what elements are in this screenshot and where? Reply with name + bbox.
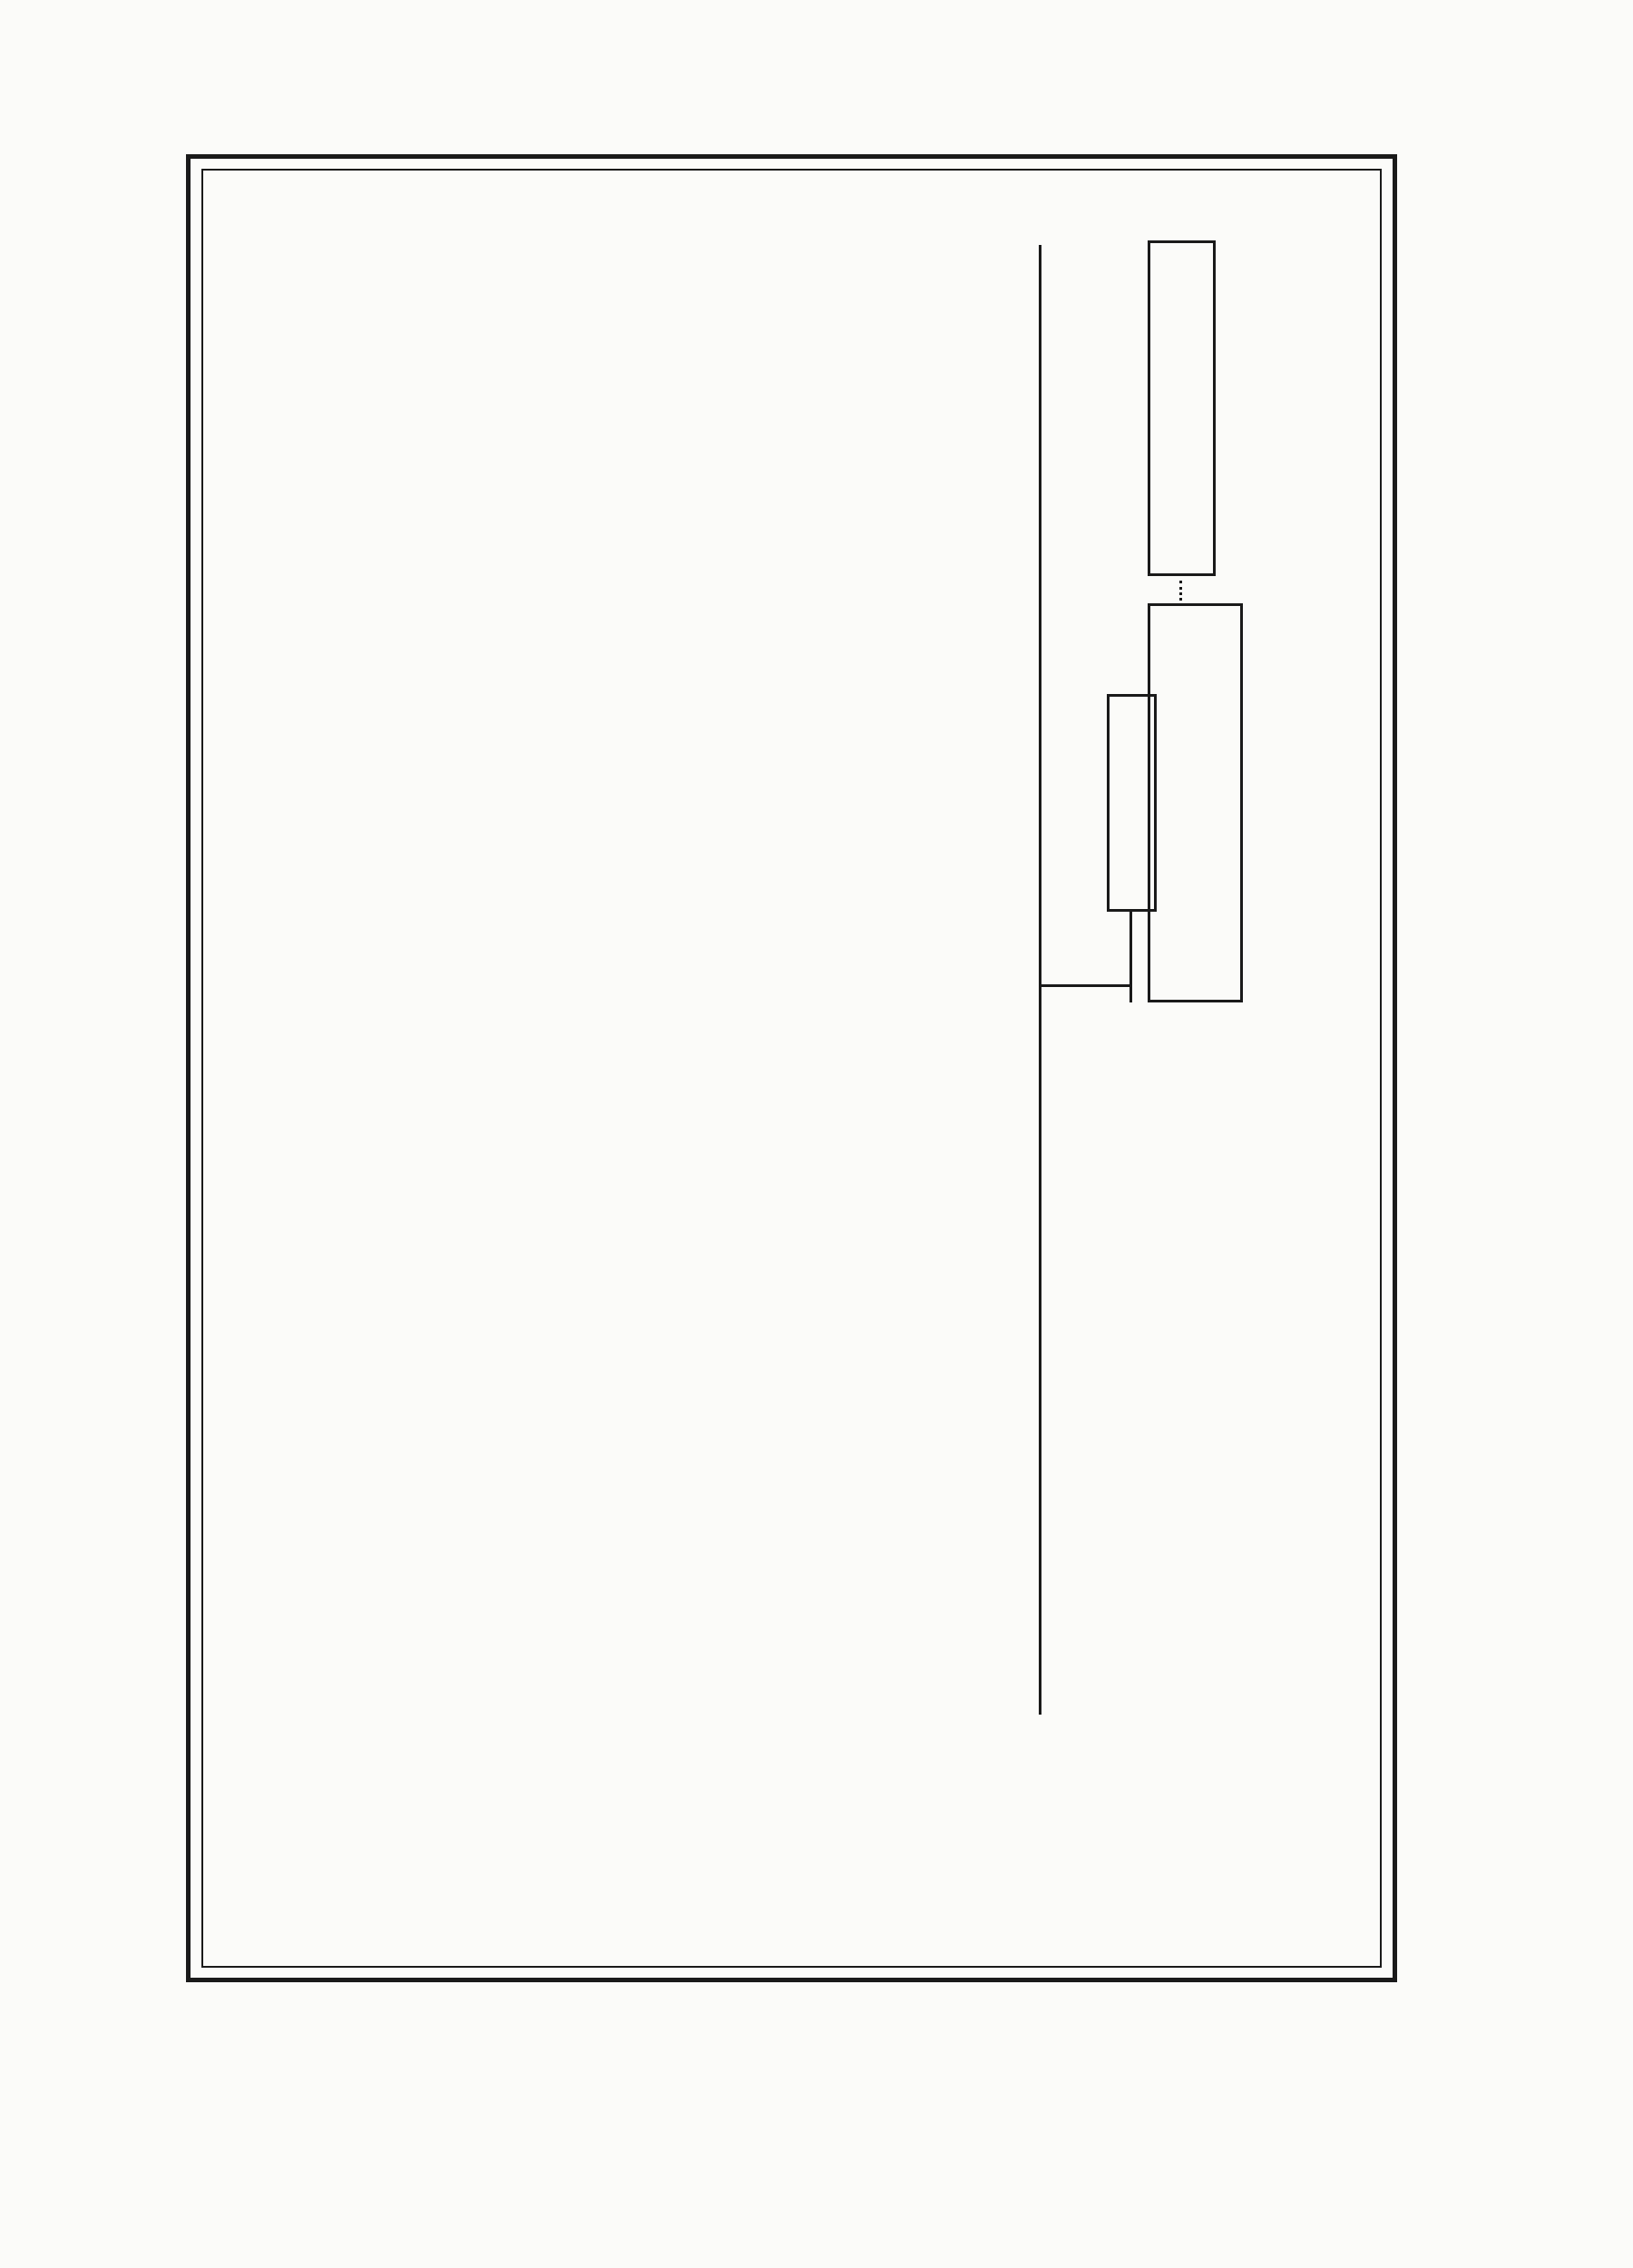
magistrate-box [1107, 694, 1157, 912]
council-box [1148, 240, 1216, 576]
trunk-link [1041, 984, 1132, 987]
magistrate-stem [1129, 912, 1132, 1002]
council-dotted-link [1179, 581, 1182, 601]
taiwan-memory-watermark [798, 1129, 1270, 1266]
government-box [1148, 603, 1243, 1002]
